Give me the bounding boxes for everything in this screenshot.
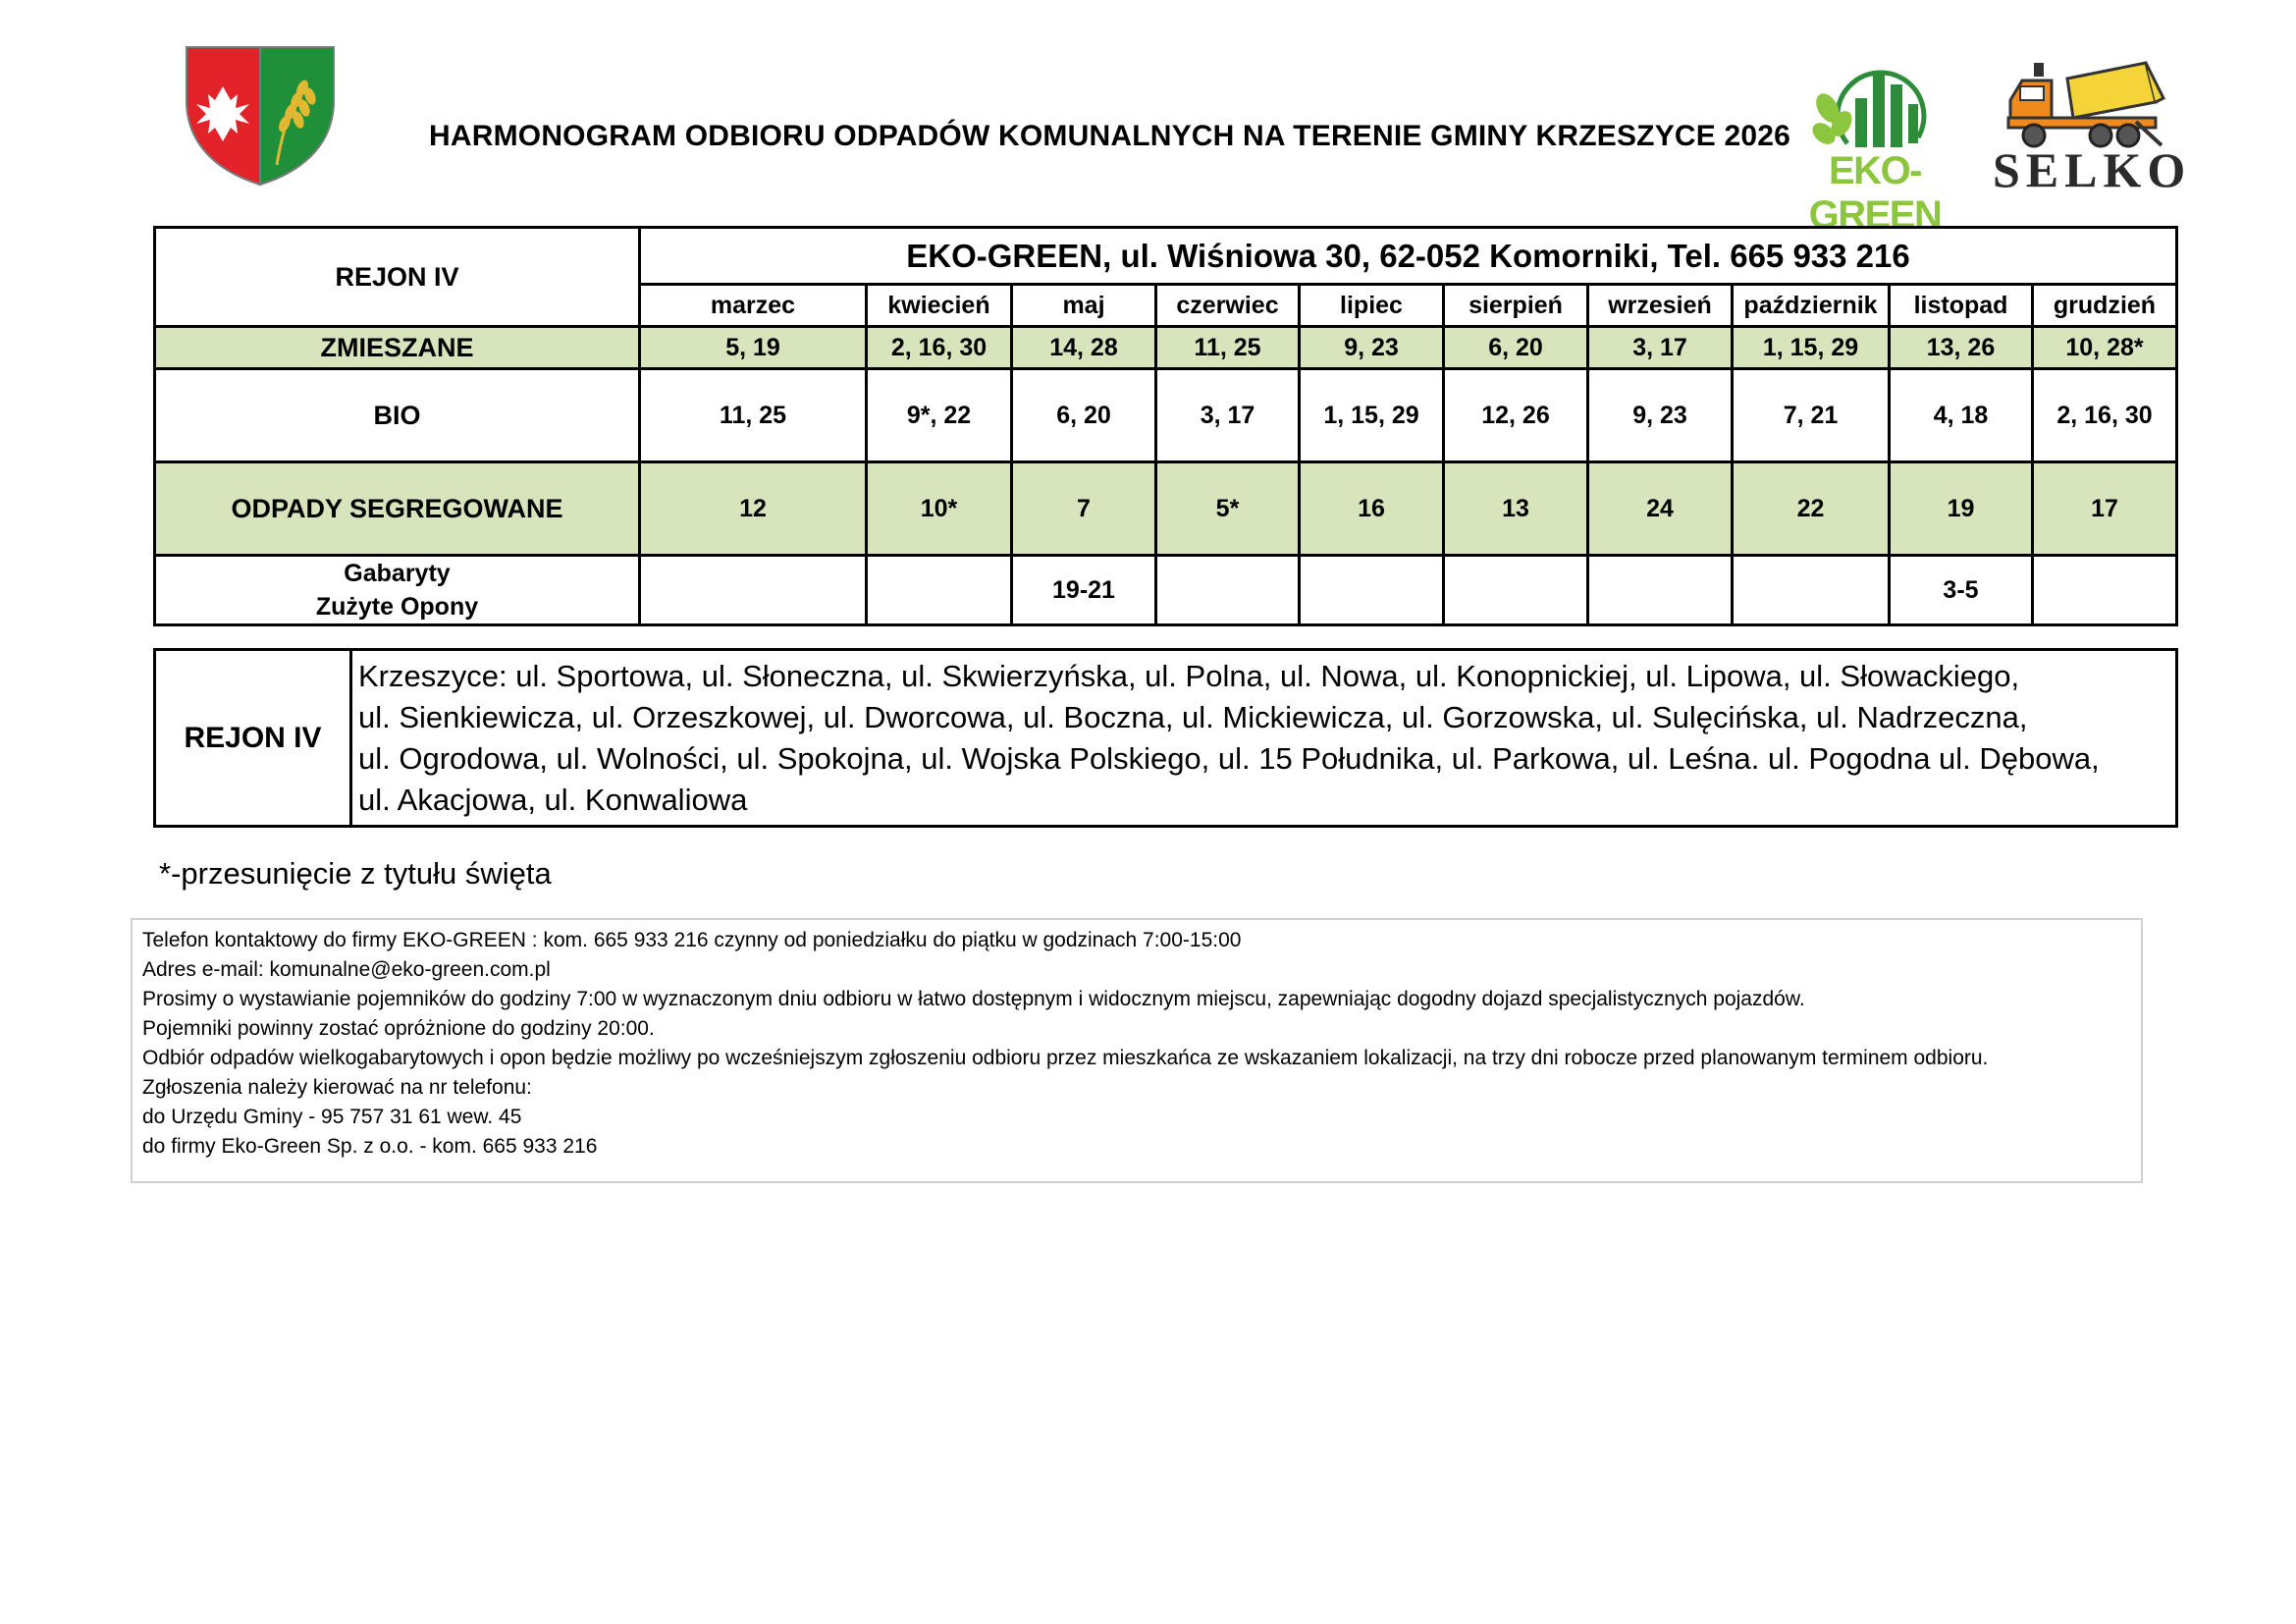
- date-cell: 14, 28: [1012, 327, 1156, 369]
- info-line: Pojemniki powinny zostać opróżnione do godziny 20:00.: [142, 1017, 655, 1040]
- street-list-line: ul. Akacjowa, ul. Konwaliowa: [358, 782, 748, 817]
- row-label: BIO: [155, 369, 640, 462]
- date-cell: 24: [1588, 462, 1733, 556]
- date-cell: 12: [640, 462, 867, 556]
- date-cell: 16: [1300, 462, 1444, 556]
- date-cell: 6, 20: [1444, 327, 1588, 369]
- holiday-shift-footnote: *-przesunięcie z tytułu święta: [159, 856, 552, 891]
- region-label: REJON IV: [155, 650, 351, 827]
- month-header: kwiecień: [867, 285, 1012, 327]
- month-header: listopad: [1890, 285, 2033, 327]
- schedule-row-segregowane: [155, 462, 2177, 556]
- month-header: lipiec: [1300, 285, 1444, 327]
- month-header: czerwiec: [1156, 285, 1300, 327]
- date-cell: 22: [1733, 462, 1890, 556]
- date-cell: 10*: [867, 462, 1012, 556]
- month-header: sierpień: [1444, 285, 1588, 327]
- date-cell: [2033, 556, 2177, 625]
- month-header: wrzesień: [1588, 285, 1733, 327]
- month-header: grudzień: [2033, 285, 2177, 327]
- date-cell: 7: [1012, 462, 1156, 556]
- date-cell: 9, 23: [1588, 369, 1733, 462]
- info-line: Odbiór odpadów wielkogabarytowych i opon będzie możliwy po wcześniejszym zgłoszeniu odbioru przez mieszkańca ze wskazaniem lokalizacji, na trzy dni robocze przed planowanym terminem odbioru.: [142, 1047, 1989, 1069]
- date-cell: [1300, 556, 1444, 625]
- month-header: październik: [1733, 285, 1890, 327]
- collection-schedule-table: [153, 226, 2178, 626]
- street-list-line: Krzeszyce: ul. Sportowa, ul. Słoneczna, ul. Skwierzyńska, ul. Polna, ul. Nowa, ul. Konopnickiej, ul. Lipowa, ul. Słowackiego,: [358, 658, 2020, 693]
- date-cell: [1156, 556, 1300, 625]
- date-cell: 6, 20: [1012, 369, 1156, 462]
- street-list-line: ul. Ogrodowa, ul. Wolności, ul. Spokojna, ul. Wojska Polskiego, ul. 15 Południka, ul. Parkowa, ul. Leśna. ul. Pogodna ul. Dębowa,: [358, 740, 2100, 776]
- info-line: Adres e-mail: komunalne@eko-green.com.pl: [142, 958, 551, 981]
- date-cell: 7, 21: [1733, 369, 1890, 462]
- row-label: ODPADY SEGREGOWANE: [155, 462, 640, 556]
- date-cell: 4, 18: [1890, 369, 2033, 462]
- region-label: REJON IV: [155, 228, 640, 327]
- info-line: do Urzędu Gminy - 95 757 31 61 wew. 45: [142, 1106, 522, 1128]
- date-cell: 1, 15, 29: [1733, 327, 1890, 369]
- date-cell: 13: [1444, 462, 1588, 556]
- month-header: marzec: [640, 285, 867, 327]
- street-list-line: ul. Sienkiewicza, ul. Orzeszkowej, ul. Dworcowa, ul. Boczna, ul. Mickiewicza, ul. Gorzowska, ul. Sulęcińska, ul. Nadrzeczna,: [358, 699, 2028, 734]
- company-info: EKO-GREEN, ul. Wiśniowa 30, 62-052 Komorniki, Tel. 665 933 216: [640, 228, 2177, 285]
- contact-info-box: [131, 918, 2143, 1183]
- document-title: HARMONOGRAM ODBIORU ODPADÓW KOMUNALNYCH NA TERENIE GMINY KRZESZYCE 2026: [429, 120, 1791, 152]
- row-label: ZMIESZANE: [155, 327, 640, 369]
- date-cell: 17: [2033, 462, 2177, 556]
- date-cell: [1588, 556, 1733, 625]
- date-cell: 3, 17: [1588, 327, 1733, 369]
- date-cell: 19: [1890, 462, 2033, 556]
- info-line: Zgłoszenia należy kierować na nr telefonu:: [142, 1076, 532, 1099]
- row-label-line: Gabaryty: [344, 560, 451, 587]
- date-cell: 3, 17: [1156, 369, 1300, 462]
- date-cell: 9*, 22: [867, 369, 1012, 462]
- date-cell: 19-21: [1012, 556, 1156, 625]
- schedule-row-bio: [155, 369, 2177, 462]
- row-label-line: Zużyte Opony: [315, 593, 479, 621]
- month-header: maj: [1012, 285, 1156, 327]
- info-line: Telefon kontaktowy do firmy EKO-GREEN : kom. 665 933 216 czynny od poniedziałku do piątku w godzinach 7:00-15:00: [142, 929, 1242, 951]
- date-cell: [867, 556, 1012, 625]
- street-list: [351, 650, 2177, 827]
- date-cell: 11, 25: [640, 369, 867, 462]
- date-cell: 5, 19: [640, 327, 867, 369]
- date-cell: 2, 16, 30: [867, 327, 1012, 369]
- date-cell: 5*: [1156, 462, 1300, 556]
- date-cell: 10, 28*: [2033, 327, 2177, 369]
- date-cell: [640, 556, 867, 625]
- info-line: do firmy Eko-Green Sp. z o.o. - kom. 665 933 216: [142, 1135, 598, 1158]
- date-cell: 2, 16, 30: [2033, 369, 2177, 462]
- selko-truck-logo-icon: [1999, 57, 2167, 151]
- date-cell: 3-5: [1890, 556, 2033, 625]
- eko-green-logo-text: EKO-GREEN: [1808, 149, 1942, 237]
- selko-logo-text: SELKO: [1993, 142, 2192, 197]
- region-streets-table: [153, 648, 2178, 828]
- date-cell: 1, 15, 29: [1300, 369, 1444, 462]
- row-label: [155, 556, 640, 625]
- schedule-row-gabaryty: [155, 556, 2177, 625]
- krzeszyce-coat-of-arms-icon: [183, 45, 338, 189]
- date-cell: 9, 23: [1300, 327, 1444, 369]
- date-cell: [1444, 556, 1588, 625]
- date-cell: 12, 26: [1444, 369, 1588, 462]
- date-cell: 13, 26: [1890, 327, 2033, 369]
- date-cell: 11, 25: [1156, 327, 1300, 369]
- info-line: Prosimy o wystawianie pojemników do godziny 7:00 w wyznaczonym dniu odbioru w łatwo dostępnym i widocznym miejscu, zapewniając dogodny dojazd specjalistycznych pojazdów.: [142, 988, 1805, 1010]
- schedule-row-zmieszane: [155, 327, 2177, 369]
- date-cell: [1733, 556, 1890, 625]
